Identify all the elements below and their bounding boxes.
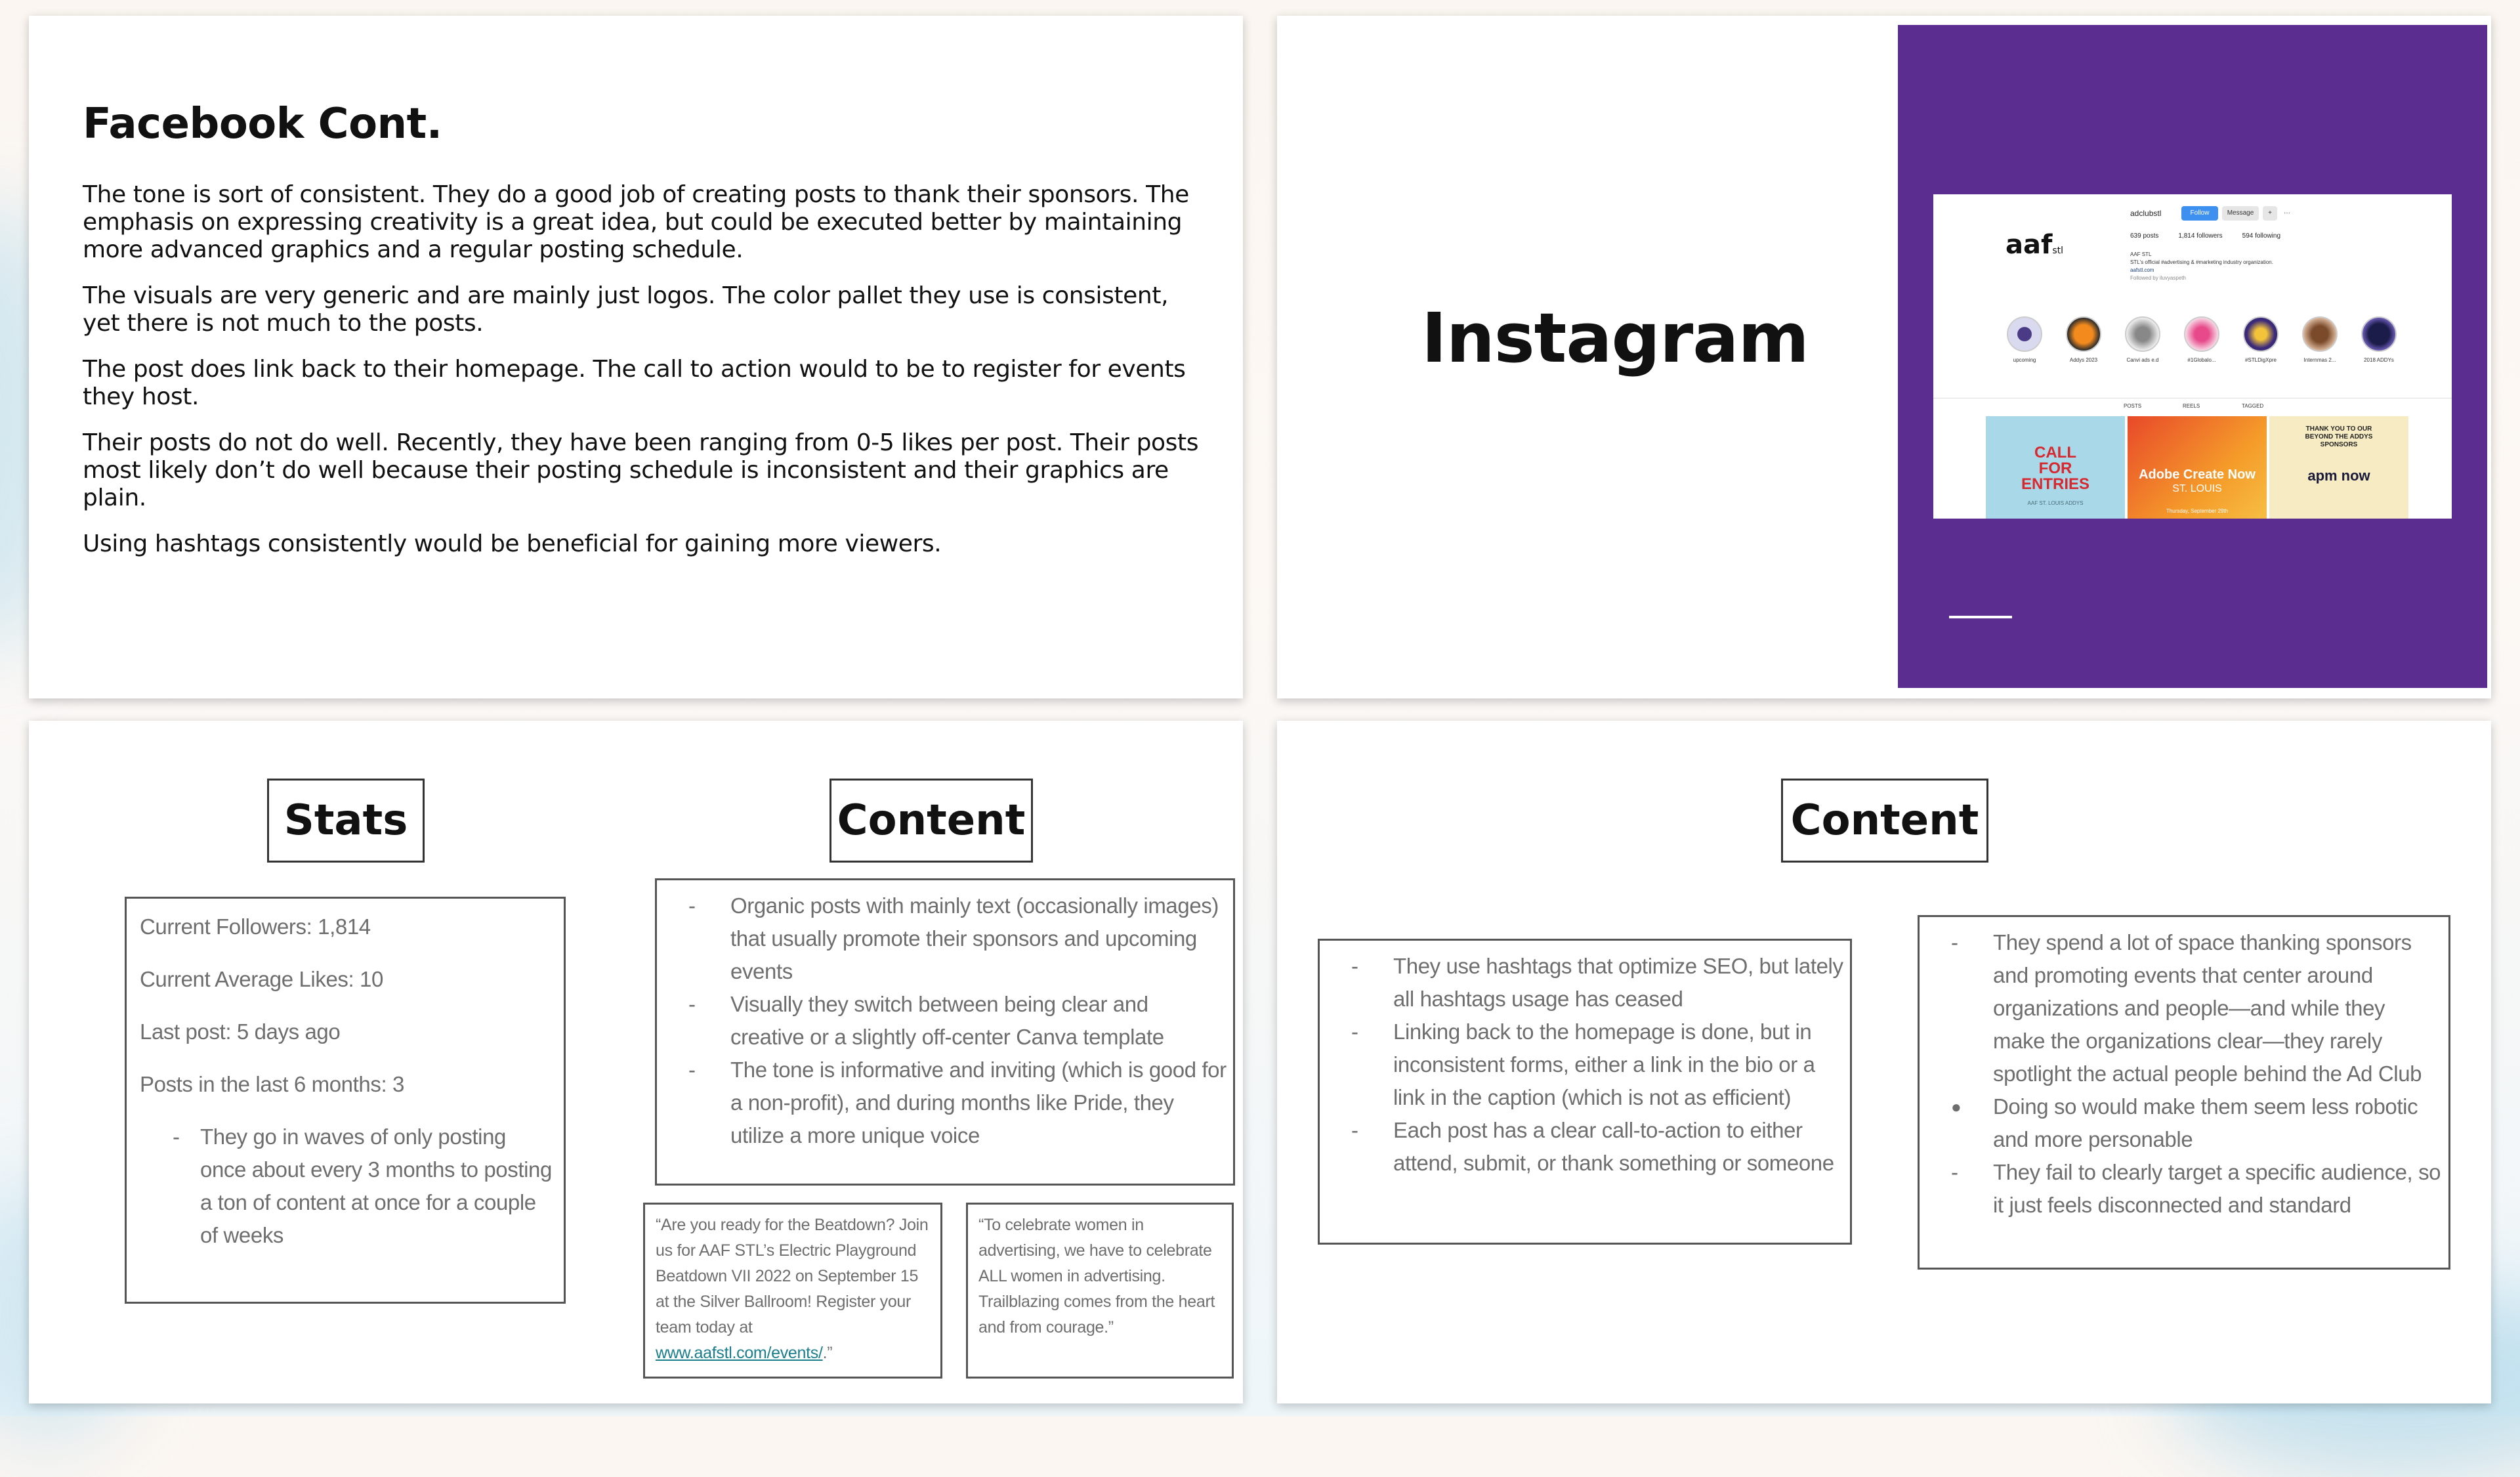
stat-last-post: Last post: 5 days ago xyxy=(140,1019,341,1044)
paragraph: The post does link back to their homepage. The call to action would to be to register for events they host. xyxy=(83,356,1186,410)
highlight-label: 2018 ADDYs xyxy=(2364,357,2394,363)
purple-panel xyxy=(1898,25,2487,688)
highlight-circle xyxy=(2007,316,2042,352)
list-item: - Linking back to the homepage is done, but in inconsistent forms, either a link in the bio or a link in the caption (which is not as efficient) xyxy=(1351,1019,1815,1109)
accent-line xyxy=(1949,616,2012,618)
profile-stats: 639 posts 1,814 followers 594 following xyxy=(2130,232,2281,240)
list-item: - Organic posts with mainly text (occasionally images) that usually promote their sponsors and upcoming events xyxy=(688,893,1219,983)
slide-body xyxy=(83,181,1211,576)
profile-username: adclubstl xyxy=(2130,209,2162,218)
stat-average-likes: Current Average Likes: 10 xyxy=(140,967,383,991)
instagram-profile-screenshot xyxy=(1933,194,2452,519)
follow-button: Follow xyxy=(2181,206,2218,221)
list-item: - They fail to clearly target a specific audience, so it just feels disconnected and standard xyxy=(1951,1160,2441,1217)
highlight-label: #1Globalo... xyxy=(2187,357,2216,363)
paragraph: Using hashtags consistently would be beneficial for gaining more viewers. xyxy=(83,530,942,557)
list-item: - They spend a lot of space thanking sponsors and promoting events that center around organizations and people—and while they make the organizations clear—they rarely spotlight the actual people behind the Ad Club xyxy=(1951,930,2422,1086)
content-heading: Content xyxy=(830,779,1033,863)
slide-stats-content[interactable] xyxy=(29,721,1243,1403)
paragraph: The tone is sort of consistent. They do a good job of creating posts to thank their sponsors. The emphasis on expressing creativity is a great idea, but could be executed better by maintaining more advanced graphics and a regular posting schedule. xyxy=(83,181,1189,263)
highlight-label: #STLDigXpre xyxy=(2244,357,2277,363)
slide-title: Instagram xyxy=(1421,298,1809,378)
list-item: - They go in waves of only posting once about every 3 months to posting a ton of content at once for a couple of weeks xyxy=(173,1124,552,1247)
list-item: - Visually they switch between being clear and creative or a slightly off-center Canva template xyxy=(688,992,1164,1049)
highlight-label: Addys 2023 xyxy=(2069,357,2098,363)
stats-box xyxy=(125,897,566,1304)
post-thumbnail-sponsors: THANK YOU TO OUR BEYOND THE ADDYS SPONSORS apm now xyxy=(2269,416,2408,519)
highlight-circle xyxy=(2066,316,2101,352)
paragraph: Their posts do not do well. Recently, they have been ranging from 0-5 likes per post. Their posts most likely don’t do well because their posting schedule is inconsistent and their graphics are plain. xyxy=(83,429,1199,511)
slide-content[interactable] xyxy=(1277,721,2491,1403)
slide-title: Facebook Cont. xyxy=(83,100,442,148)
list-item: - They use hashtags that optimize SEO, but lately all hashtags usage has ceased xyxy=(1351,954,1843,1011)
content-box xyxy=(655,878,1235,1186)
quote-box-women: “To celebrate women in advertising, we have to celebrate ALL women in advertising. Trailblazing comes from the heart and from courage.” xyxy=(966,1203,1234,1379)
message-button: Message xyxy=(2222,206,2259,221)
tab-posts: POSTS xyxy=(2124,403,2142,409)
stats-heading: Stats xyxy=(267,779,425,863)
tab-reels: REELS xyxy=(2183,403,2200,409)
content-box-left xyxy=(1318,939,1852,1245)
stat-followers: Current Followers: 1,814 xyxy=(140,914,371,939)
aaf-logo: aafstl xyxy=(2006,230,2064,260)
highlight-label: Canvi ads e.d xyxy=(2126,357,2159,363)
tab-tagged: TAGGED xyxy=(2242,403,2264,409)
stat-posts-6-months: Posts in the last 6 months: 3 xyxy=(140,1072,404,1096)
slide-instagram[interactable] xyxy=(1277,16,2491,698)
add-person-icon: + xyxy=(2263,206,2277,221)
quote-box-beatdown: “Are you ready for the Beatdown? Join us for AAF STL’s Electric Playground Beatdown VII 2022 on September 15 at the Silver Ballroom! Register your team today at www.aafstl.com/events/.” xyxy=(643,1203,942,1379)
highlight-circle xyxy=(2243,316,2278,352)
highlight-label: upcoming xyxy=(2013,357,2036,363)
content-box-right xyxy=(1918,915,2450,1270)
events-link[interactable]: www.aafstl.com/events/ xyxy=(656,1344,823,1362)
profile-bio: AAF STL STL's official #advertising & #marketing industry organization. aafstl.com Followed by iluvyaspeth xyxy=(2130,251,2273,281)
list-item: - The tone is informative and inviting (which is good for a non-profit), and during months like Pride, they utilize a more unique voice xyxy=(688,1058,1227,1147)
post-thumbnail-call-for-entries: CALL FOR ENTRIES AAF ST. LOUIS ADDYS xyxy=(1986,416,2125,519)
post-thumbnail-adobe-create-now: Adobe Create Now ST. LOUIS Thursday, September 29th xyxy=(2128,416,2267,519)
content-heading: Content xyxy=(1781,779,1988,863)
list-item: ● Doing so would make them seem less robotic and more personable xyxy=(1951,1094,2418,1151)
highlight-label: Internmas 2... xyxy=(2303,357,2336,363)
more-options-icon: ··· xyxy=(2284,209,2290,217)
highlight-circle xyxy=(2361,316,2397,352)
highlight-circle xyxy=(2184,316,2219,352)
paragraph: The visuals are very generic and are mainly just logos. The color pallet they use is consistent, yet there is not much to the posts. xyxy=(83,282,1169,337)
highlight-circle xyxy=(2302,316,2338,352)
slide-facebook-cont[interactable] xyxy=(29,16,1243,698)
highlight-circle xyxy=(2125,316,2160,352)
list-item: - Each post has a clear call-to-action to either attend, submit, or thank something or someone xyxy=(1351,1118,1834,1175)
